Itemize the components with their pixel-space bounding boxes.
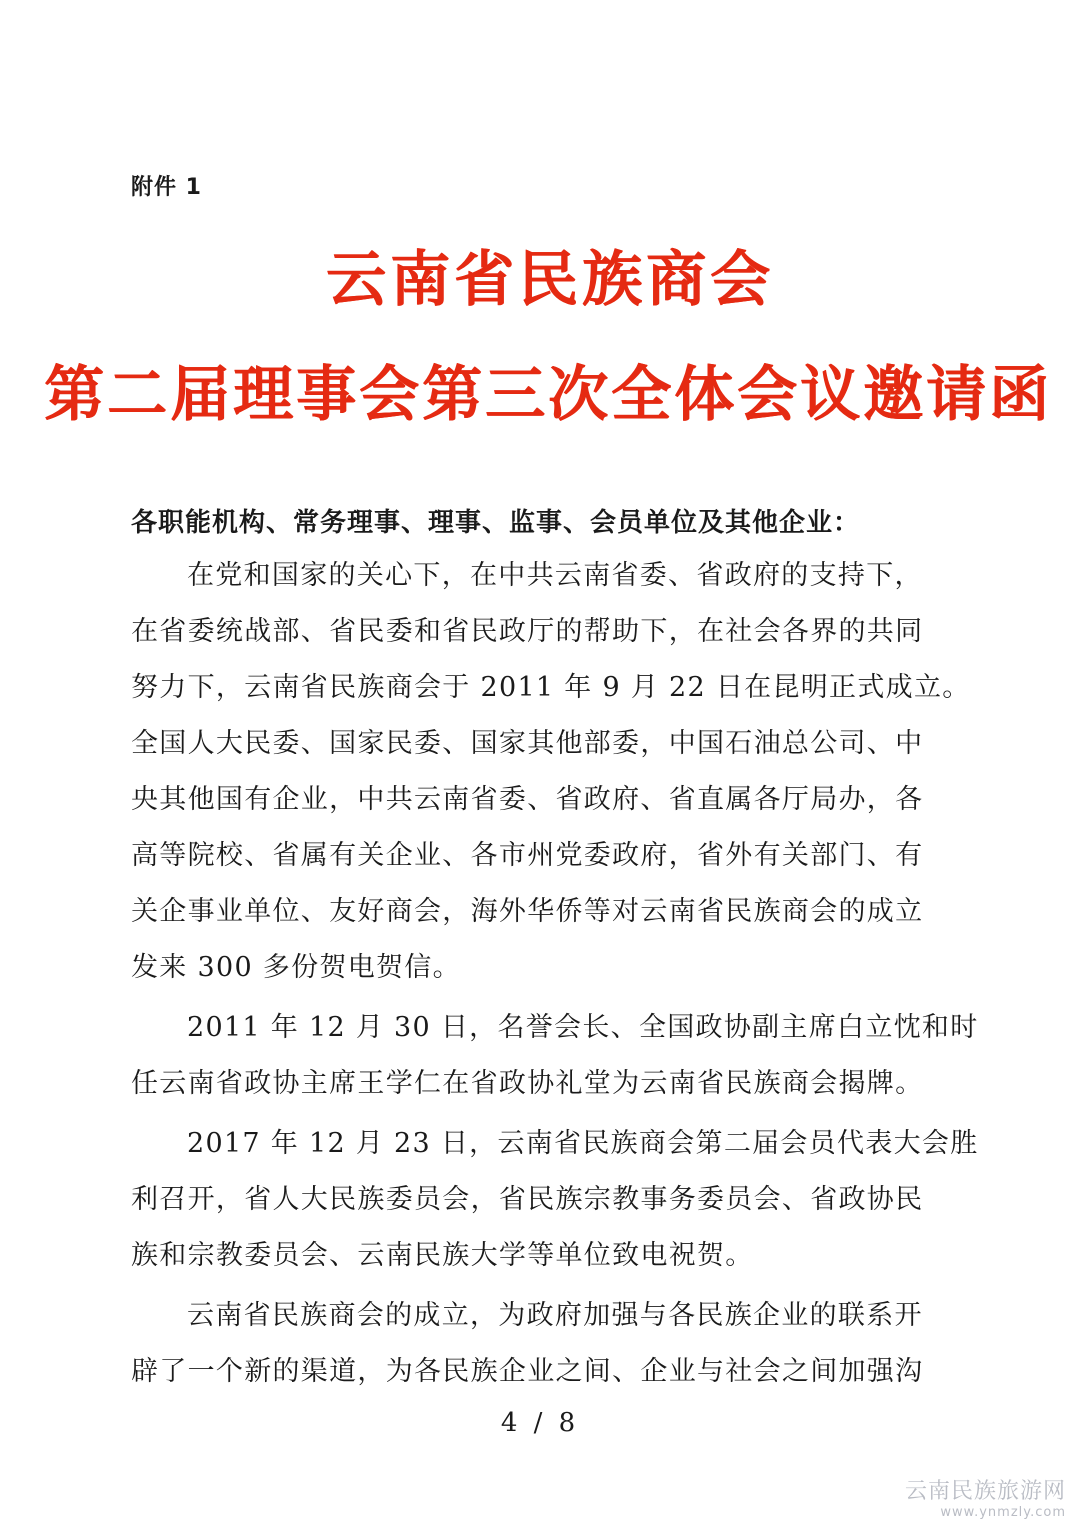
body-line: 在省委统战部、省民委和省民政厅的帮助下，在社会各界的共同 [131,616,924,647]
body-line: 云南省民族商会的成立，为政府加强与各民族企业的联系开 [187,1300,923,1331]
body-line: 族和宗教委员会、云南民族大学等单位致电祝贺。 [131,1240,754,1271]
body-line: 央其他国有企业，中共云南省委、省政府、省直属各厅局办，各 [131,784,924,815]
body-line: 任云南省政协主席王学仁在省政协礼堂为云南省民族商会揭牌。 [131,1068,924,1099]
body-line: 2011 年 12 月 30 日，名誉会长、全国政协副主席白立忱和时 [187,1012,979,1043]
body-line: 发来 300 多份贺电贺信。 [131,952,461,983]
body-line: 辟了一个新的渠道，为各民族企业之间、企业与社会之间加强沟 [131,1356,924,1387]
body-line: 全国人大民委、国家民委、国家其他部委，中国石油总公司、中 [131,728,924,759]
site-watermark [905,1474,1066,1520]
watermark-url: www.ynmzly.com [940,1505,1066,1520]
salutation: 各职能机构、常务理事、理事、监事、会员单位及其他企业： [131,508,861,538]
body-line: 关企事业单位、友好商会，海外华侨等对云南省民族商会的成立 [131,896,924,927]
attachment-label: 附件 1 [131,175,202,200]
body-line: 在党和国家的关心下，在中共云南省委、省政府的支持下， [187,560,923,591]
body-line: 高等院校、省属有关企业、各市州党委政府，省外有关部门、有 [131,840,924,871]
body-line: 利召开，省人大民族委员会，省民族宗教事务委员会、省政协民 [131,1184,924,1215]
page-number: 4 / 8 [500,1408,580,1438]
document-title-line1: 云南省民族商会 [326,245,774,315]
document-title-line2: 第二届理事会第三次全体会议邀请函 [44,360,1052,430]
watermark-name: 云南民族旅游网 [904,1479,1066,1504]
body-line: 2017 年 12 月 23 日，云南省民族商会第二届会员代表大会胜 [187,1128,979,1159]
body-line: 努力下，云南省民族商会于 2011 年 9 月 22 日在昆明正式成立。 [131,672,971,703]
